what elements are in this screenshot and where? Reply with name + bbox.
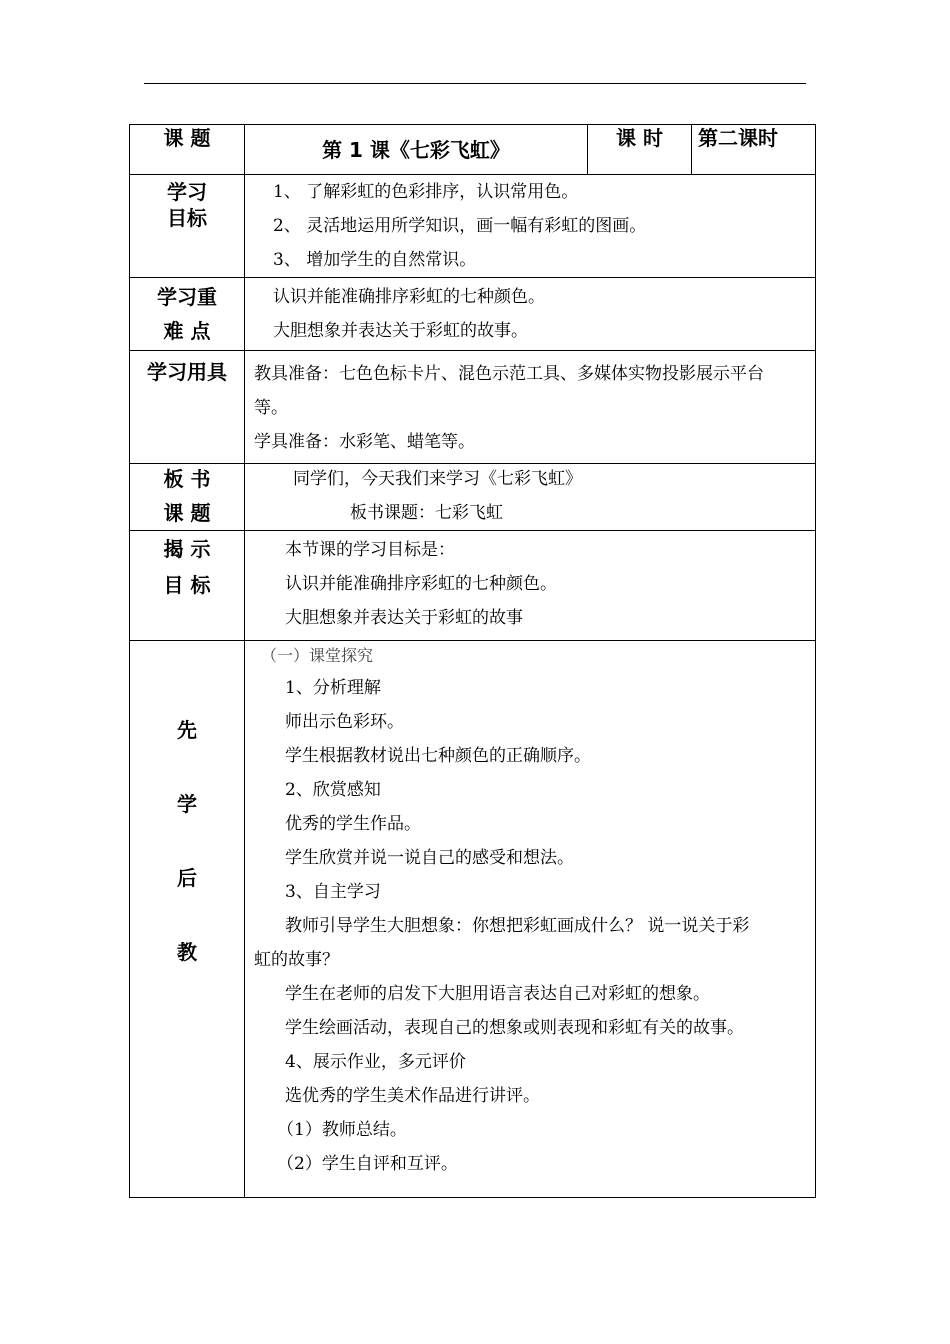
teach-line: （1）教师总结。	[277, 1120, 407, 1140]
teach-line: 虹的故事？	[254, 950, 339, 970]
reveal-content	[245, 531, 816, 641]
key-item: 认识并能准确排序彩虹的七种颜色。	[273, 287, 545, 307]
tools-line: 等。	[254, 398, 288, 418]
key-item: 大胆想象并表达关于彩虹的故事。	[273, 321, 528, 341]
label-tools: 学习用具	[147, 360, 227, 384]
period-value-cell	[692, 125, 816, 175]
teach-line: 2、欣赏感知	[285, 780, 381, 800]
teach-line: 学生欣赏并说一说自己的感受和想法。	[285, 848, 574, 868]
goal-item: 3、 增加学生的自然常识。	[273, 250, 477, 270]
tools-content	[245, 351, 816, 464]
board-content	[245, 464, 816, 531]
label-reveal-line-1: 揭 示	[163, 537, 211, 561]
reveal-line: 认识并能准确排序彩虹的七种颜色。	[285, 574, 557, 594]
label-reveal-line-2: 目 标	[163, 573, 211, 597]
key-content	[245, 278, 816, 351]
label-cell-period	[588, 125, 692, 175]
label-teach-char: 先	[177, 718, 197, 742]
board-line: 同学们，今天我们来学习《七彩飞虹》	[293, 469, 582, 489]
label-goals-line-1: 学习	[167, 180, 207, 204]
board-line: 板书课题：七彩飞虹	[350, 503, 503, 523]
row-board	[130, 464, 816, 531]
teach-line: 4、展示作业，多元评价	[285, 1052, 466, 1072]
lesson-plan-table	[129, 124, 816, 1198]
row-key-points	[130, 278, 816, 351]
goal-item: 1、 了解彩虹的色彩排序，认识常用色。	[273, 182, 579, 202]
teach-line: 学生在老师的启发下大胆用语言表达自己对彩虹的想象。	[285, 984, 710, 1004]
label-key-line-1: 学习重	[157, 285, 217, 309]
label-goals-line-2: 目标	[167, 206, 207, 230]
teach-line: 教师引导学生大胆想象：你想把彩虹画成什么？ 说一说关于彩	[285, 916, 750, 936]
label-period: 课 时	[616, 126, 663, 150]
label-teach-char: 后	[177, 866, 197, 890]
label-board-line-1: 板 书	[163, 467, 211, 491]
label-key-line-2: 难 点	[163, 319, 211, 343]
teach-section-heading: （一）课堂探究	[261, 646, 374, 665]
title-cell	[245, 125, 588, 175]
teach-line: 学生绘画活动，表现自己的想象或则表现和彩虹有关的故事。	[285, 1018, 744, 1038]
row-reveal	[130, 531, 816, 641]
row-teach	[130, 641, 816, 1198]
tools-line: 教具准备：七色色标卡片、混色示范工具、多媒体实物投影展示平台	[254, 364, 764, 384]
label-cell-key	[130, 278, 245, 351]
label-cell-teach	[130, 641, 245, 1198]
label-cell-topic	[130, 125, 245, 175]
row-goals	[130, 175, 816, 278]
label-topic: 课 题	[163, 126, 211, 150]
label-cell-reveal	[130, 531, 245, 641]
label-cell-tools	[130, 351, 245, 464]
teach-line: （2）学生自评和互评。	[277, 1154, 458, 1174]
goal-item: 2、 灵活地运用所学知识，画一幅有彩虹的图画。	[273, 216, 647, 236]
teach-line: 优秀的学生作品。	[285, 814, 421, 834]
tools-line: 学具准备：水彩笔、蜡笔等。	[254, 432, 475, 452]
label-cell-board	[130, 464, 245, 531]
teach-line: 3、自主学习	[285, 882, 381, 902]
teach-line: 学生根据教材说出七种颜色的正确顺序。	[285, 746, 591, 766]
teach-line: 选优秀的学生美术作品进行讲评。	[285, 1086, 540, 1106]
header-rule	[144, 83, 806, 84]
label-board-line-2: 课 题	[163, 501, 211, 525]
lesson-title: 第 1 课《七彩飞虹》	[322, 138, 510, 162]
goals-content	[245, 175, 816, 278]
row-title	[130, 125, 816, 175]
reveal-line: 本节课的学习目标是：	[285, 540, 455, 560]
teach-line: 1、分析理解	[285, 678, 381, 698]
label-teach-char: 学	[177, 792, 197, 816]
label-teach-char: 教	[177, 940, 197, 964]
reveal-line: 大胆想象并表达关于彩虹的故事	[285, 608, 523, 628]
row-tools	[130, 351, 816, 464]
teach-content	[245, 641, 816, 1198]
period-value: 第二课时	[698, 126, 778, 150]
label-cell-goals	[130, 175, 245, 278]
teach-line: 师出示色彩环。	[285, 712, 404, 732]
